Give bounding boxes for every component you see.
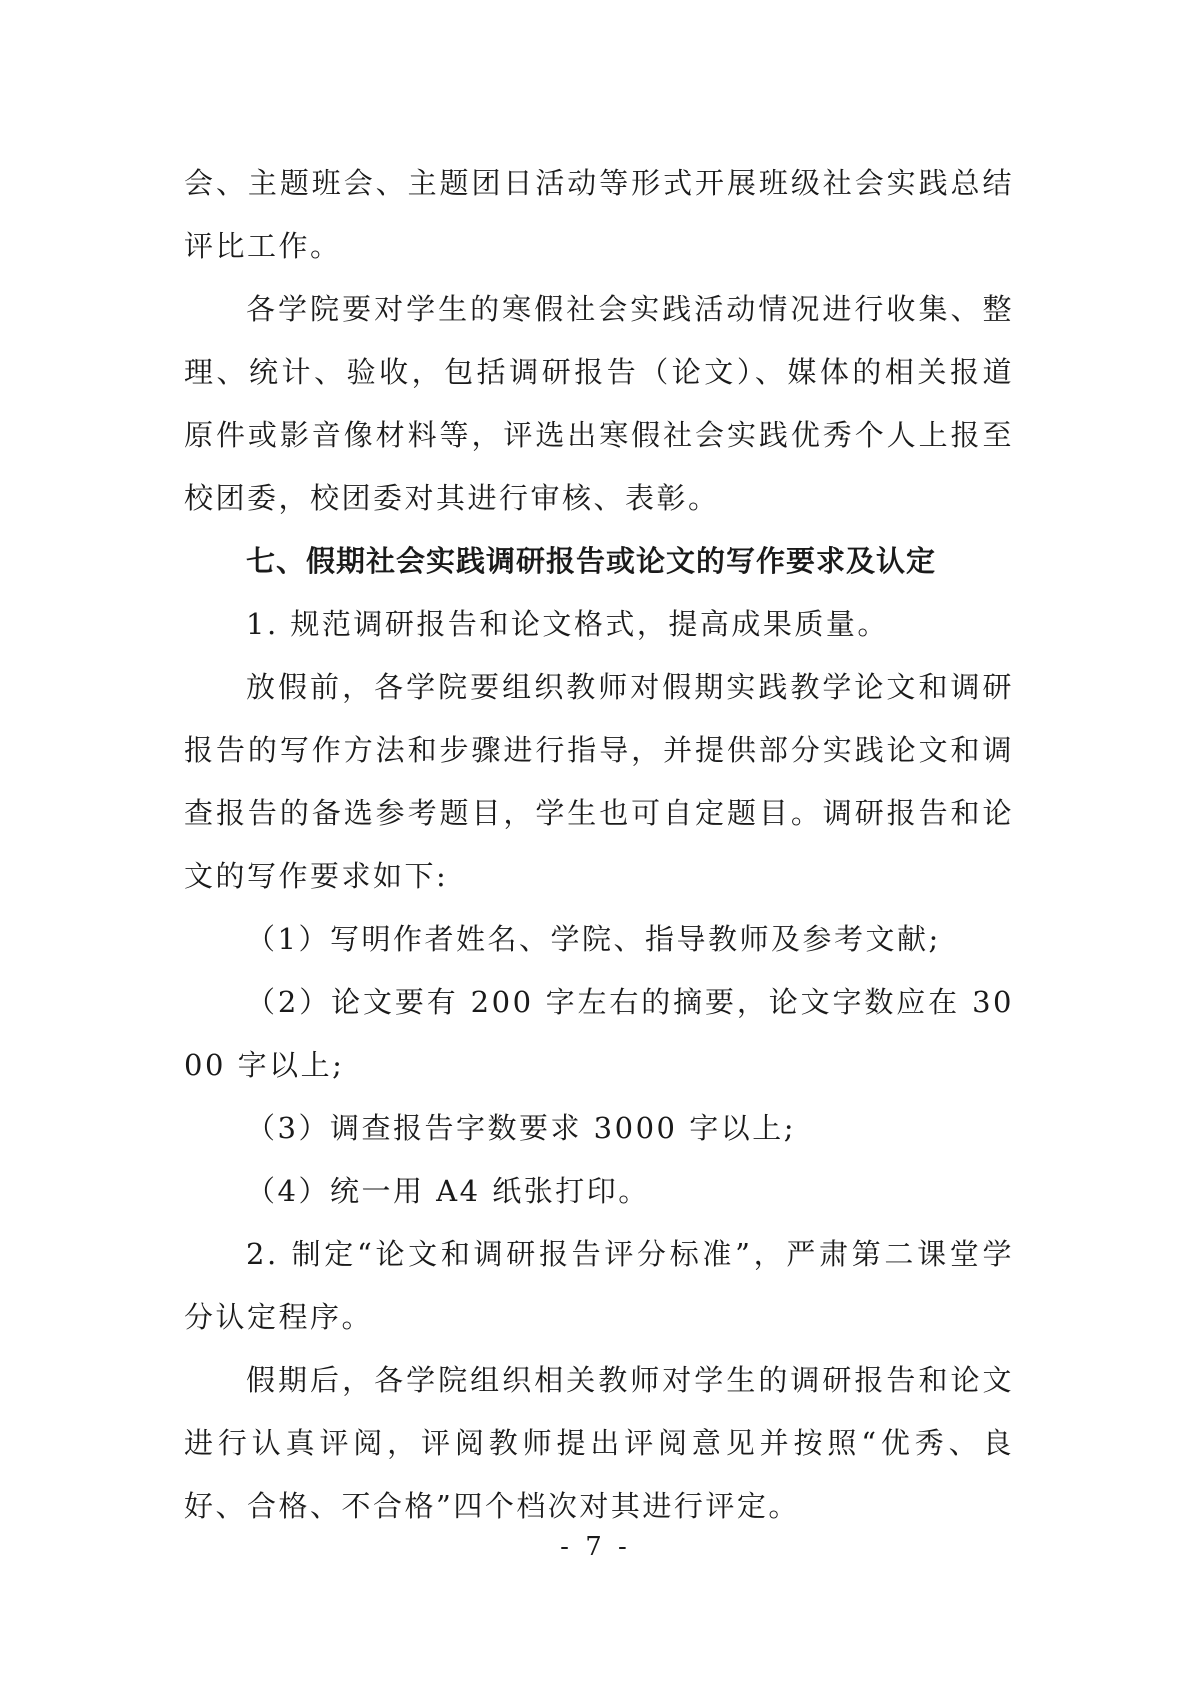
list-item-2: （2）论文要有 200 字左右的摘要，论文字数应在 3000 字以上; [184, 985, 1014, 1082]
paragraph-before-vacation: 放假前，各学院要组织教师对假期实践教学论文和调研报告的写作方法和步骤进行指导，并提供部分实践论文和调查报告的备选参考题目，学生也可自定题目。调研报告和论文的写作要求如下: [184, 670, 1014, 893]
paragraph-summary-continuation: 会、主题班会、主题团日活动等形式开展班级社会实践总结评比工作。 [184, 166, 1014, 263]
paragraph-after-vacation: 假期后，各学院组织相关教师对学生的调研报告和论文进行认真评阅，评阅教师提出评阅意见并按照“优秀、良好、合格、不合格”四个档次对其进行评定。 [184, 1363, 1014, 1523]
subheading-format-standard: 1. 规范调研报告和论文格式，提高成果质量。 [246, 607, 889, 641]
page-number: - 7 - [560, 1532, 631, 1562]
paragraph-collection: 各学院要对学生的寒假社会实践活动情况进行收集、整理、统计、验收，包括调研报告（论文）、媒体的相关报道原件或影音像材料等，评选出寒假社会实践优秀个人上报至校团委，校团委对其进行审核、表彰。 [184, 292, 1014, 515]
list-item-1: （1）写明作者姓名、学院、指导教师及参考文献; [246, 922, 941, 956]
list-item-3: （3）调查报告字数要求 3000 字以上; [246, 1111, 796, 1145]
subheading-scoring-standard: 2. 制定“论文和调研报告评分标准”，严肃第二课堂学分认定程序。 [184, 1237, 1014, 1334]
list-item-4: （4）统一用 A4 纸张打印。 [246, 1174, 650, 1208]
document-body [184, 152, 1014, 1538]
section-heading-seven: 七、假期社会实践调研报告或论文的写作要求及认定 [246, 544, 937, 578]
